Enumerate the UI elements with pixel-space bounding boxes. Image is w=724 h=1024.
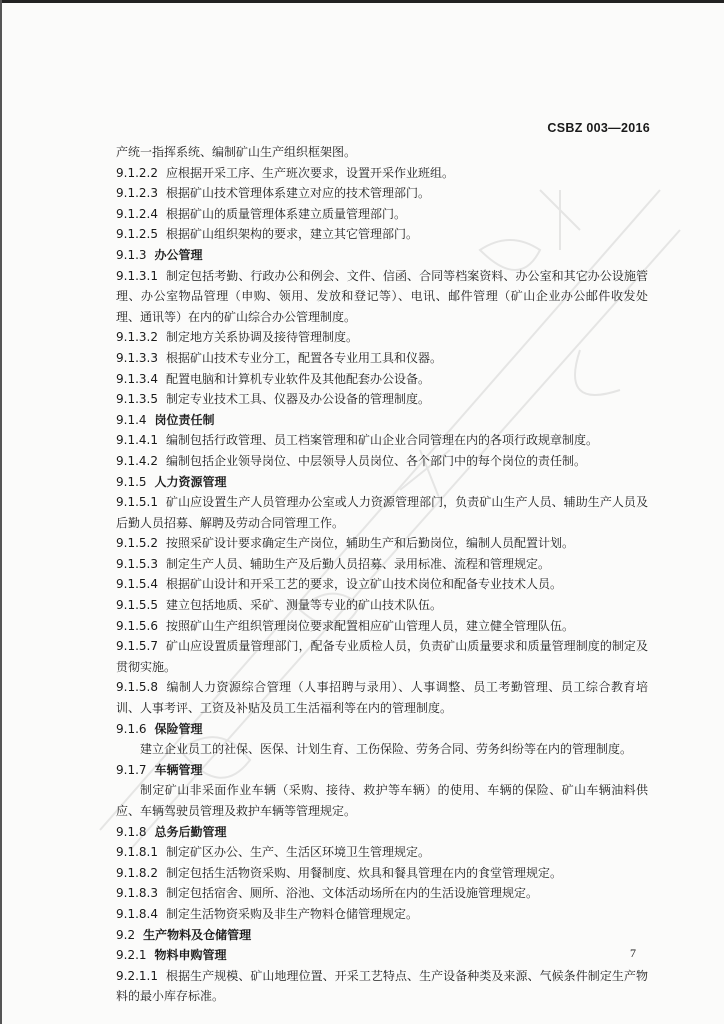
clause-text: 制定地方关系协调及接待管理制度。 [165, 330, 358, 345]
clause-item [116, 883, 648, 904]
clause-item [116, 636, 648, 677]
clause-number: 9.1.5.7 [116, 639, 158, 654]
clause-text: 矿山应设置质量管理部门，配备专业质检人员，负责矿山质量要求和质量管理制度的制定及贯彻实施。 [116, 639, 648, 674]
clause-text: 保险管理 [154, 721, 203, 736]
paragraph [116, 739, 648, 760]
clause-text: 根据矿山组织架构的要求，建立其它管理部门。 [165, 227, 418, 242]
clause-number: 9.1.8.3 [116, 886, 158, 901]
clause-number: 9.1.5.4 [116, 577, 158, 592]
clause-text: 编制包括企业领导岗位、中层领导人员岗位、各个部门中的每个岗位的责任制。 [165, 453, 586, 468]
scan-edge-top [0, 0, 724, 3]
clause-number: 9.1.5.5 [116, 598, 158, 613]
section-heading [116, 245, 648, 266]
paragraph-continuation [116, 142, 648, 163]
clause-text: 配置电脑和计算机专业软件及其他配套办公设备。 [165, 371, 430, 386]
page-number: 7 [630, 946, 636, 960]
clause-text: 矿山应设置生产人员管理办公室或人力资源管理部门，负责矿山生产人员、辅助生产人员及后勤人员招募、解聘及劳动合同管理工作。 [116, 495, 648, 530]
clause-text: 根据生产规模、矿山地理位置、开采工艺特点、生产设备种类及来源、气候条件制定生产物料的最小库存标准。 [116, 968, 648, 1004]
clause-item [116, 327, 648, 348]
clause-item [116, 842, 648, 863]
clause-item [116, 904, 648, 925]
clause-text: 岗位责任制 [154, 412, 215, 427]
clause-item [116, 595, 648, 616]
clause-number: 9.1.5 [116, 474, 147, 489]
standard-code: CSBZ 003—2016 [547, 121, 650, 135]
clause-item [116, 163, 648, 184]
clause-text: 根据矿山设计和开采工艺的要求，设立矿山技术岗位和配备专业技术人员。 [165, 577, 562, 592]
clause-text: 制定专业技术工具、仪器及办公设备的管理制度。 [165, 392, 430, 407]
clause-text: 建立包括地质、采矿、测量等专业的矿山技术队伍。 [165, 598, 442, 613]
clause-number: 9.1.7 [116, 762, 147, 777]
section-heading [116, 945, 648, 966]
clause-item [116, 224, 648, 245]
clause-text: 根据矿山技术管理体系建立对应的技术管理部门。 [165, 186, 430, 201]
paragraph [116, 780, 648, 821]
clause-text: 制定矿区办公、生产、生活区环境卫生管理规定。 [165, 845, 430, 860]
clause-text: 制定包括宿舍、厕所、浴池、文体活动场所在内的生活设施管理规定。 [165, 886, 538, 901]
scan-edge-left [0, 0, 2, 1024]
clause-number: 9.1.4.1 [116, 433, 158, 448]
clause-text: 按照矿山生产组织管理岗位要求配置相应矿山管理人员，建立健全管理队伍。 [165, 618, 574, 633]
clause-item [116, 451, 648, 472]
clause-text: 制定包括考勤、行政办公和例会、文件、信函、合同等档案资料、办公室和其它办公设施管理、办公室物品管理（申购、领用、发放和登记等）、电讯、邮件管理（矿山企业办公邮件收发处理、通讯等）在内的矿山综合办公管理制度。 [116, 268, 648, 324]
clause-number: 9.1.5.1 [116, 495, 158, 510]
clause-text: 制定生产人员、辅助生产及后勤人员招募、录用标准、流程和管理规定。 [165, 556, 550, 571]
clause-item [116, 533, 648, 554]
clause-text: 制定生活物资采购及非生产物料仓储管理规定。 [165, 906, 418, 921]
clause-number: 9.1.3.3 [116, 350, 158, 365]
clause-number: 9.1.2.3 [116, 186, 158, 201]
clause-item [116, 574, 648, 595]
clause-text: 根据矿山的质量管理体系建立质量管理部门。 [165, 206, 406, 221]
clause-number: 9.2.1.1 [116, 968, 158, 983]
clause-number: 9.1.5.6 [116, 618, 158, 633]
clause-number: 9.1.8.2 [116, 865, 158, 880]
clause-item [116, 266, 648, 328]
clause-text: 根据矿山技术专业分工，配置各专业用工具和仪器。 [165, 350, 442, 365]
document-body [116, 142, 648, 1007]
clause-text: 车辆管理 [154, 762, 203, 777]
clause-text: 按照采矿设计要求确定生产岗位，辅助生产和后勤岗位，编制人员配置计划。 [165, 536, 574, 551]
clause-text: 建立企业员工的社保、医保、计划生育、工伤保险、劳务合同、劳务纠纷等在内的管理制度。 [140, 742, 633, 757]
clause-item [116, 389, 648, 410]
section-heading [116, 925, 648, 946]
clause-number: 9.1.8 [116, 824, 147, 839]
clause-item [116, 430, 648, 451]
clause-number: 9.1.8.1 [116, 845, 158, 860]
clause-item [116, 677, 648, 718]
clause-number: 9.2.1 [116, 948, 147, 963]
clause-text: 物料申购管理 [154, 948, 227, 963]
clause-number: 9.1.5.3 [116, 556, 158, 571]
clause-text: 总务后勤管理 [154, 824, 227, 839]
clause-item [116, 966, 648, 1007]
clause-text: 编制包括行政管理、员工档案管理和矿山企业合同管理在内的各项行政规章制度。 [165, 433, 598, 448]
clause-item [116, 863, 648, 884]
clause-text: 制定矿山非采面作业车辆（采购、接待、救护等车辆）的使用、车辆的保险、矿山车辆油料供应、车辆驾驶员管理及救护车辆等管理规定。 [116, 783, 648, 818]
clause-text: 人力资源管理 [154, 474, 227, 489]
clause-text: 编制人力资源综合管理（人事招聘与录用）、人事调整、员工考勤管理、员工综合教育培训、人事考评、工资及补贴及员工生活福利等在内的管理制度。 [116, 680, 648, 716]
clause-item [116, 492, 648, 533]
clause-number: 9.1.6 [116, 721, 147, 736]
clause-number: 9.1.3.5 [116, 392, 158, 407]
clause-text: 制定包括生活物资采购、用餐制度、炊具和餐具管理在内的食堂管理规定。 [165, 865, 562, 880]
clause-number: 9.1.2.5 [116, 227, 158, 242]
section-heading [116, 719, 648, 740]
section-heading [116, 822, 648, 843]
clause-number: 9.1.2.2 [116, 165, 158, 180]
clause-item [116, 554, 648, 575]
clause-number: 9.1.3.1 [116, 268, 158, 283]
clause-item [116, 204, 648, 225]
clause-item [116, 348, 648, 369]
section-heading [116, 472, 648, 493]
clause-text: 应根据开采工序、生产班次要求，设置开采作业班组。 [165, 165, 454, 180]
clause-number: 9.1.3 [116, 247, 147, 262]
clause-number: 9.1.2.4 [116, 206, 158, 221]
clause-item [116, 183, 648, 204]
clause-number: 9.1.4 [116, 412, 147, 427]
clause-text: 生产物料及仓储管理 [143, 927, 252, 942]
clause-number: 9.1.5.8 [116, 680, 158, 695]
clause-text: 产统一指挥系统、编制矿山生产组织框架图。 [116, 145, 357, 159]
clause-number: 9.1.3.4 [116, 371, 158, 386]
clause-number: 9.1.8.4 [116, 906, 158, 921]
clause-number: 9.1.5.2 [116, 536, 158, 551]
clause-number: 9.1.3.2 [116, 330, 158, 345]
clause-text: 办公管理 [154, 247, 203, 262]
section-heading [116, 760, 648, 781]
clause-number: 9.1.4.2 [116, 453, 158, 468]
clause-number: 9.2 [116, 927, 136, 942]
clause-item [116, 369, 648, 390]
clause-item [116, 616, 648, 637]
section-heading [116, 410, 648, 431]
